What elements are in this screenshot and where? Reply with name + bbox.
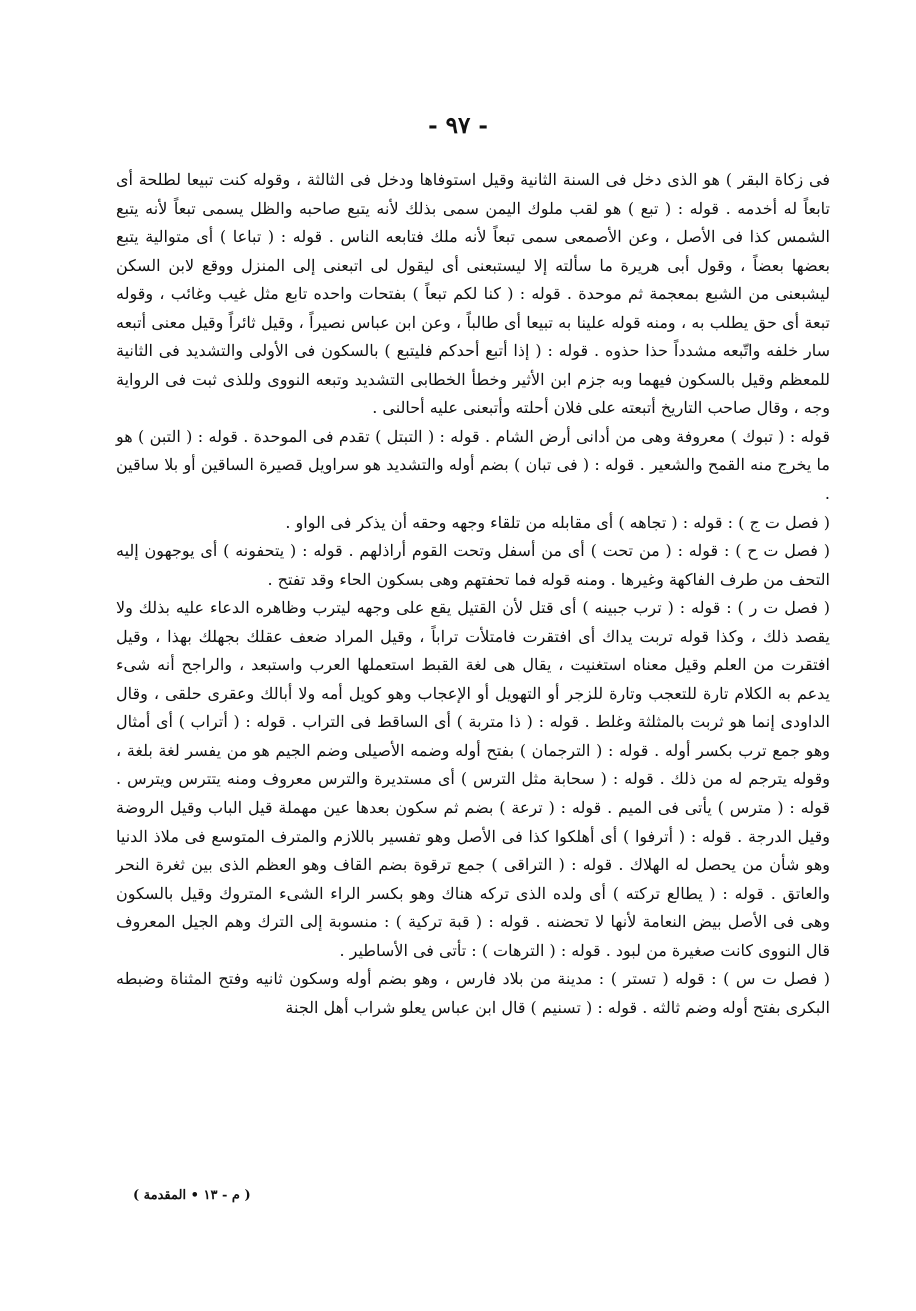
paragraph-fasl-tas: ( فصل ت س ) : قوله ( تستر ) : مدينة من بلاد فارس ، وهو بضم أوله وسكون ثانيه وفتح المثناة وضبطه البكرى بفتح أوله وضم ثالثه . قوله : ( تسنيم ) قال ابن عباس يعلو شراب أهل الجنة bbox=[116, 969, 830, 1017]
paragraph-tabi: فى زكاة البقر ) هو الذى دخل فى السنة الثانية وقيل استوفاها ودخل فى الثالثة ، وقوله كنت تبيعا لطلحة أى تابعاً له أخدمه . قوله : ( تبع ) هو لقب ملوك اليمن سمى بذلك لأنه يتبع صاحبه والظل يسمى تبعاً لأنه يتبع الشمس كذا فى الأصل ، وعن الأصمعى سمى تبعاً لأنه ملك فتابعه الناس . قوله : ( تباعا ) أى متوالية يتبع بعضها بعضاً ، وقول أبى هريرة ما سألته إلا ليستبعنى أى ليقول لى اتبعنى إلى المنزل ووقع لابن السكن ليشبعنى من الشبع بمعجمة ثم موحدة . قوله : ( كنا لكم تبعاً ) بفتحات واحده تابع مثل غيب وغائب ، وقوله تبعة أى حق يطلب به ، ومنه قوله علينا به تبيعا أى طالباً ، وعن ابن عباس نصيراً ، وقيل ثائراً وقيل معنى أتبعه سار خلفه واتّبعه مشدداً حذا حذوه . قوله : ( إذا أتبع أحدكم فليتبع ) بالسكون فى الأولى والتشديد فى الثانية للمعظم وقيل بالسكون فيهما وبه جزم ابن الأثير وخطأ الخطابى التشديد وتبعه النووى وللذى ثبت فى الرواية وجه ، وقال صاحب التاريخ أتبعته على فلان أحلته وأتبعنى عليه أحالنى . bbox=[116, 170, 831, 418]
footer-signature: ( م - ١٣ • المقدمة ) bbox=[133, 1188, 251, 1203]
paragraph-fasl-taj: ( فصل ت ج ) : قوله : ( تجاهه ) أى مقابله من تلقاء وجهه وحقه أن يذكر فى الواو . bbox=[285, 512, 830, 532]
paragraph-fasl-tah: ( فصل ت ح ) : قوله : ( من تحت ) أى من أسفل وتحت القوم أراذلهم . قوله : ( يتحفونه ) أى يوجهون إليه التحف من طرف الفاكهة وغيرها . ومنه قوله فما تحفتهم وهى بسكون الحاء وقد تفتح . bbox=[116, 541, 830, 589]
paragraph-fasl-tar: ( فصل ت ر ) : قوله : ( ترب جبينه ) أى قتل لأن القتيل يقع على وجهه ليترب وظاهره الدعاء عليه بذلك ولا يقصد ذلك ، وكذا قوله تربت يداك أى افتقرت فامتلأت تراباً ، وقيل المراد ضعف عقلك بجهلك بهذا ، وقيل افتقرت من العلم وقيل معناه استغنيت ، يقال هى لغة القبط استعملها العرب واستبعد ، والراجح أنه شىء يدعم به الكلام تارة للتعجب وتارة للزجر أو التهويل أو الإعجاب وهو كويل أمه ولا أبالك وعقرى حلقى ، وقال الداودى إنما هو ثربت بالمثلثة وغلط . قوله : ( ذا متربة ) أى الساقط فى التراب . قوله : ( أتراب ) أى أمثال وهو جمع ترب بكسر أوله . قوله : ( الترجمان ) بفتح أوله وضمه الأصيلى وضم الجيم هو من يفسر لغة بلغة ، وقوله يترجم له من ذلك . قوله : ( سحابة مثل الترس ) أى مستديرة والترس معروف ومنه يتترس ويترس . قوله : ( مترس ) يأتى فى الميم . قوله : ( ترعة ) بضم ثم سكون بعدها عين مهملة قيل الباب وقيل الروضة وقيل الدرجة . قوله : ( أترفوا ) أى أهلكوا كذا فى الأصل وهو تفسير باللازم والمترف المتوسع فى ملاذ الدنيا وهو شأن من يحصل له الهلاك . قوله : ( التراقى ) جمع ترقوة بضم القاف وهو العظم الذى بين ثغرة النحر والعاتق . قوله : ( يطالع تركته ) أى ولده الذى تركه هناك وهو بكسر الراء الشىء المتروك وقيل بالسكون وهى فى الأصل بيض النعامة لأنها لا تحضنه . قوله : ( قبة تركية ) : منسوبة إلى الترك وهم الجيل المعروف قال النووى كانت صغيرة من لبود . قوله : ( الترهات ) : تأتى فى الأساطير . bbox=[116, 598, 831, 960]
text-body bbox=[116, 166, 830, 1022]
page-number: - ٩٧ - bbox=[428, 112, 488, 139]
paragraph-tabuk: قوله : ( تبوك ) معروفة وهى من أدانى أرض الشام . قوله : ( التبتل ) تقدم فى الموحدة . قوله : ( التبن ) هو ما يخرج منه القمح والشعير . قوله : ( فى تبان ) بضم أوله والتشديد هو سراويل قصيرة الساقين أو بلا ساقين . bbox=[116, 426, 830, 504]
